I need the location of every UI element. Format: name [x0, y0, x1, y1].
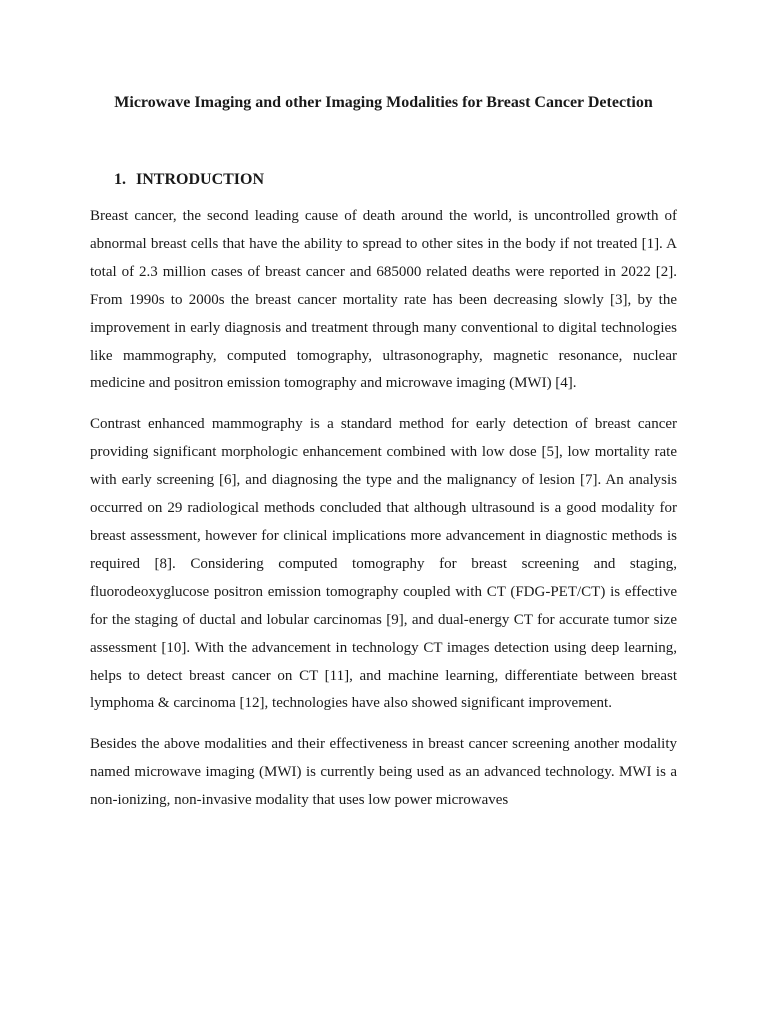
paragraph-2: Contrast enhanced mammography is a standard method for early detection of breast cancer providing significant morphologic enhancement combined with low dose [5], low mortality rate with early screening [6], and diagnosing the type and the malignancy of lesion [7]. An analysis occurred on 29 radiological methods concluded that although ultrasound is a good modality for breast assessment, however for clinical implications more advancement in diagnostic methods is required [8]. Considering computed tomography for breast screening and staging, fluorodeoxyglucose positron emission tomography coupled with CT (FDG-PET/CT) is effective for the staging of ductal and lobular carcinomas [9], and dual-energy CT for accurate tumor size assessment [10]. With the advancement in technology CT images detection using deep learning, helps to detect breast cancer on CT [11], and machine learning, differentiate between breast lymphoma & carcinoma [12], technologies have also showed significant improvement.	[90, 416, 677, 712]
paragraph-1: Breast cancer, the second leading cause of death around the world, is uncontrolled growth of abnormal breast cells that have the ability to spread to other sites in the body if not treated [1]. A total of 2.3 million cases of breast cancer and 685000 related deaths were reported in 2022 [2]. From 1990s to 2000s the breast cancer mortality rate has been decreasing slowly [3], by the improvement in early diagnosis and treatment through many conventional to digital technologies like mammography, computed tomography, ultrasonography, magnetic resonance, nuclear medicine and positron emission tomography and microwave imaging (MWI) [4].	[90, 208, 677, 392]
paper-title: Microwave Imaging and other Imaging Modalities for Breast Cancer Detection	[114, 94, 653, 111]
paragraph-3: Besides the above modalities and their effectiveness in breast cancer screening another modality named microwave imaging (MWI) is currently being used as an advanced technology. MWI is a non-ionizing, non-invasive modality that uses low power microwaves	[90, 736, 677, 809]
section-number: 1.	[114, 171, 126, 188]
document-page	[90, 88, 677, 815]
section-heading	[114, 170, 677, 190]
section-title: INTRODUCTION	[136, 171, 265, 188]
